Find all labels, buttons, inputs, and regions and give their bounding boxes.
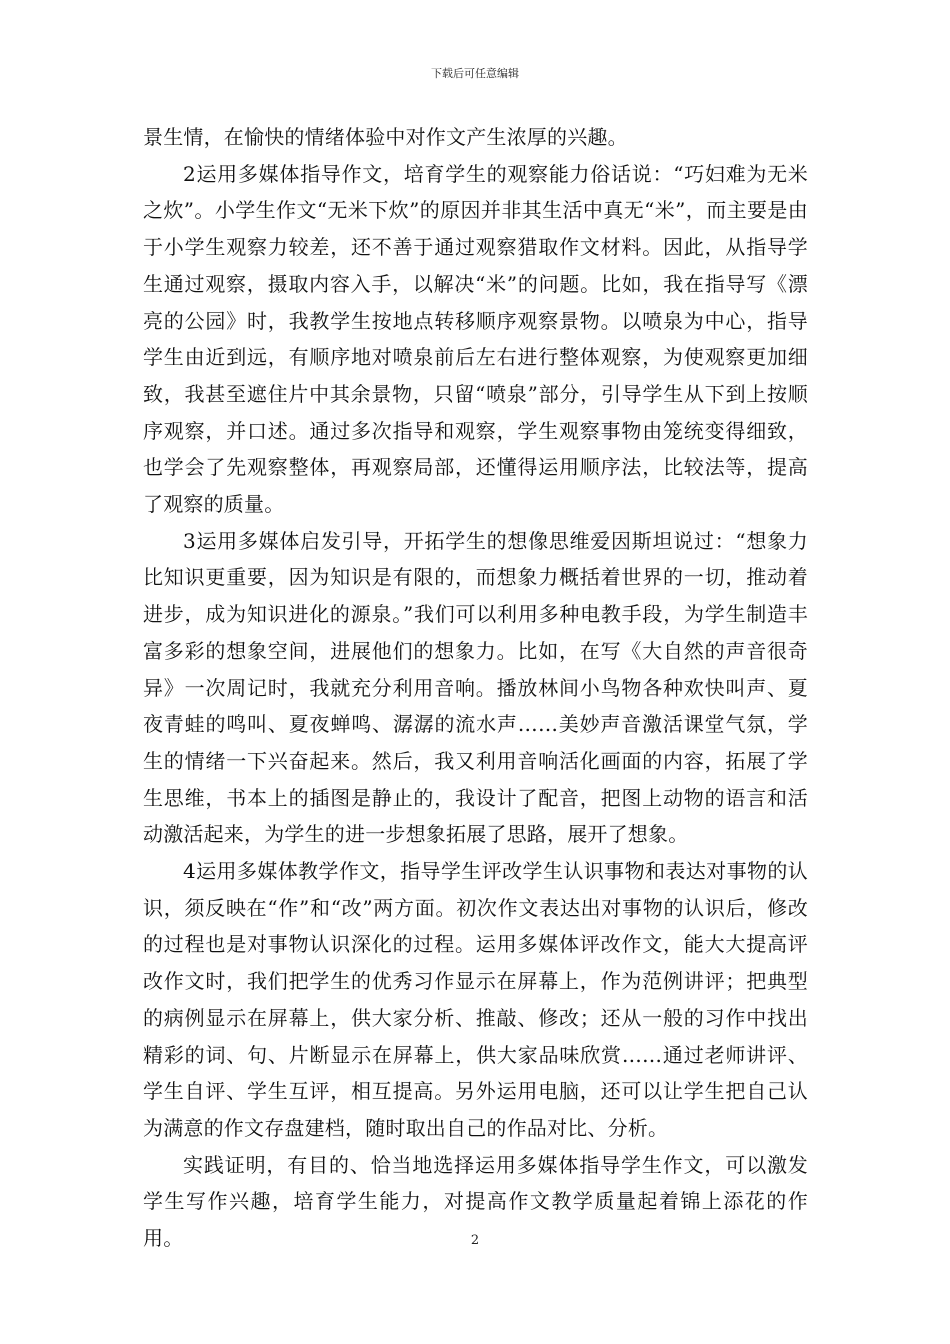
paragraph-conclusion: 实践证明，有目的、恰当地选择运用多媒体指导学生作文，可以激发学生写作兴趣，培育学生能力，对提高作文教学质量起着锦上添花的作用。 xyxy=(143,1152,808,1251)
paragraph-observation: 2运用多媒体指导作文，培育学生的观察能力俗话说：“巧妇难为无米之炊”。小学生作文“无米下炊”的原因并非其生活中真无“米”，而主要是由于小学生观察力较差，还不善于通过观察猎取作文材料。因此，从指导学生通过观察，摄取内容入手，以解决“米”的问题。比如，我在指导写《漂亮的公园》时，我教学生按地点转移顺序观察景物。以喷泉为中心，指导学生由近到远，有顺序地对喷泉前后左右进行整体观察，为使观察更加细致，我甚至遮住片中其余景物，只留“喷泉”部分，引导学生从下到上按顺序观察，并口述。通过多次指导和观察，学生观察事物由笼统变得细致，也学会了先观察整体，再观察局部，还懂得运用顺序法，比较法等，提高了观察的质量。 xyxy=(143,161,808,517)
paragraph-revision: 4运用多媒体教学作文，指导学生评改学生认识事物和表达对事物的认识，须反映在“作”和“改”两方面。初次作文表达出对事物的认识后，修改的过程也是对事物认识深化的过程。运用多媒体评改作文，能大大提高评改作文时，我们把学生的优秀习作显示在屏幕上，作为范例讲评；把典型的病例显示在屏幕上，供大家分析、推敲、修改；还从一般的习作中找出精彩的词、句、片断显示在屏幕上，供大家品味欣赏……通过老师讲评、学生自评、学生互评，相互提高。另外运用电脑，还可以让学生把自己认为满意的作文存盘建档，随时取出自己的作品对比、分析。 xyxy=(143,859,808,1140)
page-header-note: 下载后可任意编辑 xyxy=(431,67,519,80)
page-number: 2 xyxy=(470,1233,480,1248)
paragraph-imagination: 3运用多媒体启发引导，开拓学生的想像思维爱因斯坦说过：“想象力比知识更重要，因为知识是有限的，而想象力概括着世界的一切，推动着进步，成为知识进化的源泉。”我们可以利用多种电教手段，为学生制造丰富多彩的想象空间，进展他们的想象力。比如，在写《大自然的声音很奇异》一次周记时，我就充分利用音响。播放林间小鸟物各种欢快叫声、夏夜青蛙的鸣叫、夏夜蝉鸣、潺潺的流水声……美妙声音激活课堂气氛，学生的情绪一下兴奋起来。然后，我又利用音响活化画面的内容，拓展了学生思维，书本上的插图是静止的，我设计了配音，把图上动物的语言和活动激活起来，为学生的进一步想象拓展了思路，展开了想象。 xyxy=(143,528,808,847)
paragraph-continuation: 景生情，在愉快的情绪体验中对作文产生浓厚的兴趣。 xyxy=(143,125,628,149)
document-body xyxy=(143,119,808,1257)
